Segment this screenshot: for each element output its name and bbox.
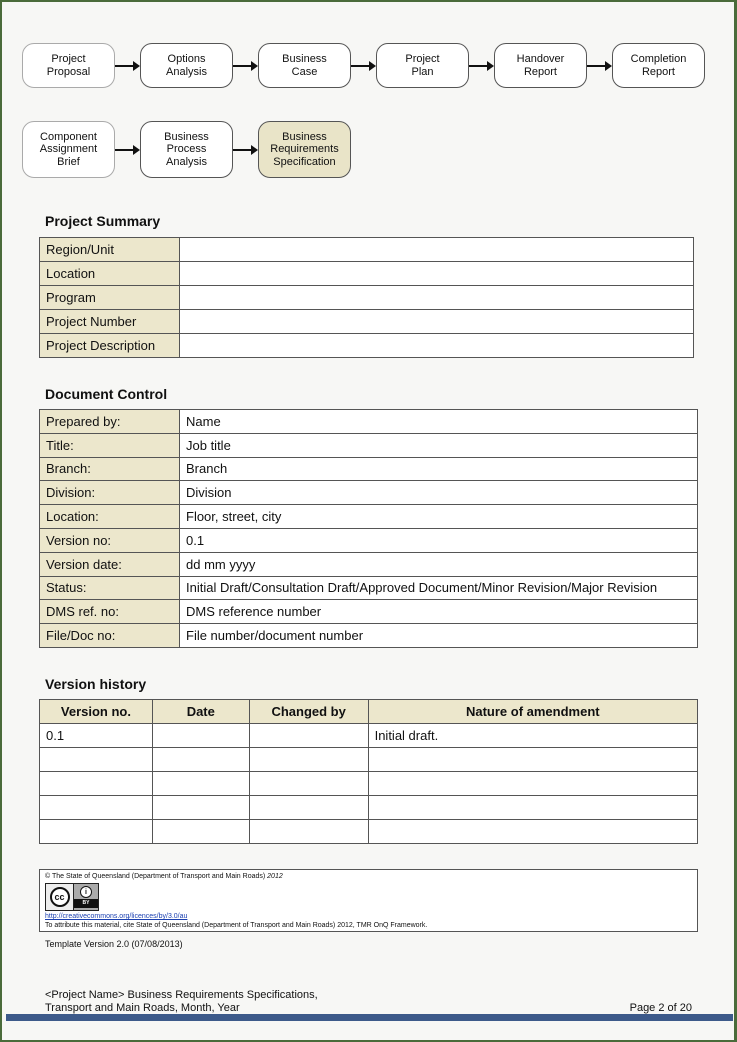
column-header-nature: Nature of amendment <box>368 700 697 724</box>
history-cell[interactable] <box>249 724 368 748</box>
license-link[interactable]: http://creativecommons.org/licences/by/3.0/au <box>45 913 188 920</box>
document-control-table <box>39 409 698 648</box>
cc-logo-icon: cc <box>50 887 70 907</box>
stage-business-case: Business Case <box>258 43 351 88</box>
column-header-changed-by: Changed by <box>249 700 368 724</box>
arrow-right-icon <box>587 60 612 72</box>
stage-business-requirements-specification: Business Requirements Specification <box>258 121 351 178</box>
arrow-right-icon <box>351 60 376 72</box>
version-history-table <box>39 699 698 844</box>
history-cell[interactable] <box>152 772 249 796</box>
control-label: Title: <box>40 433 180 457</box>
table-row <box>40 238 694 262</box>
history-cell[interactable] <box>40 772 153 796</box>
summary-value-field[interactable] <box>180 238 694 262</box>
history-cell[interactable]: Initial draft. <box>368 724 697 748</box>
attribution-text: To attribute this material, cite State of Queensland (Department of Transport and Main Roads) 2012, TMR OnQ Framework. <box>45 922 428 929</box>
stage-project-plan: Project Plan <box>376 43 469 88</box>
control-value-field[interactable]: DMS reference number <box>180 600 698 624</box>
history-cell[interactable]: 0.1 <box>40 724 153 748</box>
history-cell[interactable] <box>249 772 368 796</box>
history-cell[interactable] <box>249 796 368 820</box>
arrow-right-icon <box>233 144 258 156</box>
control-value-field[interactable]: Floor, street, city <box>180 505 698 529</box>
page-number: Page 2 of 20 <box>629 1002 692 1014</box>
flow-row-2 <box>22 121 351 178</box>
table-row <box>40 600 698 624</box>
template-version: Template Version 2.0 (07/08/2013) <box>45 939 183 949</box>
table-row <box>40 433 698 457</box>
table-row <box>40 820 698 844</box>
copyright-year: 2012 <box>267 873 283 880</box>
history-cell[interactable] <box>152 796 249 820</box>
footer-document-title: <Project Name> Business Requirements Specifications, <box>45 989 318 1001</box>
project-summary-title: Project Summary <box>45 213 161 229</box>
history-cell[interactable] <box>40 748 153 772</box>
stage-completion-report: Completion Report <box>612 43 705 88</box>
table-row <box>40 481 698 505</box>
summary-value-field[interactable] <box>180 262 694 286</box>
control-value-field[interactable]: dd mm yyyy <box>180 552 698 576</box>
summary-label: Location <box>40 262 180 286</box>
control-label: Division: <box>40 481 180 505</box>
license-box <box>39 869 698 932</box>
arrow-right-icon <box>233 60 258 72</box>
control-value-field[interactable]: Name <box>180 410 698 434</box>
flow-row-1 <box>22 43 705 88</box>
control-value-field[interactable]: File number/document number <box>180 624 698 648</box>
control-label: Branch: <box>40 457 180 481</box>
history-cell[interactable] <box>152 724 249 748</box>
arrow-right-icon <box>115 60 140 72</box>
control-label: Status: <box>40 576 180 600</box>
column-header-date: Date <box>152 700 249 724</box>
table-row <box>40 505 698 529</box>
table-row <box>40 552 698 576</box>
creative-commons-badge-icon <box>45 883 99 911</box>
summary-label: Project Description <box>40 334 180 358</box>
control-value-field[interactable]: Initial Draft/Consultation Draft/Approved Document/Minor Revision/Major Revision <box>180 576 698 600</box>
arrow-right-icon <box>115 144 140 156</box>
summary-value-field[interactable] <box>180 310 694 334</box>
stage-component-assignment-brief: Component Assignment Brief <box>22 121 115 178</box>
summary-label: Program <box>40 286 180 310</box>
control-value-field[interactable]: Job title <box>180 433 698 457</box>
stage-business-process-analysis: Business Process Analysis <box>140 121 233 178</box>
copyright-notice <box>45 872 692 881</box>
control-value-field[interactable]: Branch <box>180 457 698 481</box>
history-cell[interactable] <box>368 748 697 772</box>
table-row <box>40 410 698 434</box>
table-row <box>40 457 698 481</box>
control-label: Version no: <box>40 528 180 552</box>
table-row <box>40 724 698 748</box>
copyright-text: © The State of Queensland (Department of Transport and Main Roads) <box>45 873 268 880</box>
table-row <box>40 772 698 796</box>
control-value-field[interactable]: Division <box>180 481 698 505</box>
document-control-title: Document Control <box>45 386 168 402</box>
summary-value-field[interactable] <box>180 334 694 358</box>
history-cell[interactable] <box>368 772 697 796</box>
history-cell[interactable] <box>152 820 249 844</box>
history-cell[interactable] <box>249 820 368 844</box>
table-row <box>40 796 698 820</box>
history-cell[interactable] <box>368 820 697 844</box>
table-row <box>40 334 694 358</box>
arrow-right-icon <box>469 60 494 72</box>
history-cell[interactable] <box>152 748 249 772</box>
control-label: Version date: <box>40 552 180 576</box>
history-cell[interactable] <box>249 748 368 772</box>
table-row <box>40 576 698 600</box>
summary-label: Region/Unit <box>40 238 180 262</box>
footer-organisation: Transport and Main Roads, Month, Year <box>45 1002 240 1014</box>
summary-value-field[interactable] <box>180 286 694 310</box>
footer-bar <box>6 1014 733 1021</box>
control-label: Location: <box>40 505 180 529</box>
version-history-title: Version history <box>45 676 147 692</box>
stage-project-proposal: Project Proposal <box>22 43 115 88</box>
history-cell[interactable] <box>40 796 153 820</box>
stage-handover-report: Handover Report <box>494 43 587 88</box>
control-label: File/Doc no: <box>40 624 180 648</box>
table-row <box>40 528 698 552</box>
table-row <box>40 624 698 648</box>
control-label: Prepared by: <box>40 410 180 434</box>
project-summary-table <box>39 237 694 358</box>
control-value-field[interactable]: 0.1 <box>180 528 698 552</box>
attribution-person-icon: i <box>80 886 92 898</box>
column-header-version: Version no. <box>40 700 153 724</box>
table-row <box>40 310 694 334</box>
control-label: DMS ref. no: <box>40 600 180 624</box>
summary-label: Project Number <box>40 310 180 334</box>
table-row <box>40 286 694 310</box>
table-row <box>40 262 694 286</box>
table-row <box>40 748 698 772</box>
history-cell[interactable] <box>40 820 153 844</box>
by-label: BY <box>74 899 98 908</box>
stage-options-analysis: Options Analysis <box>140 43 233 88</box>
history-cell[interactable] <box>368 796 697 820</box>
table-header-row <box>40 700 698 724</box>
